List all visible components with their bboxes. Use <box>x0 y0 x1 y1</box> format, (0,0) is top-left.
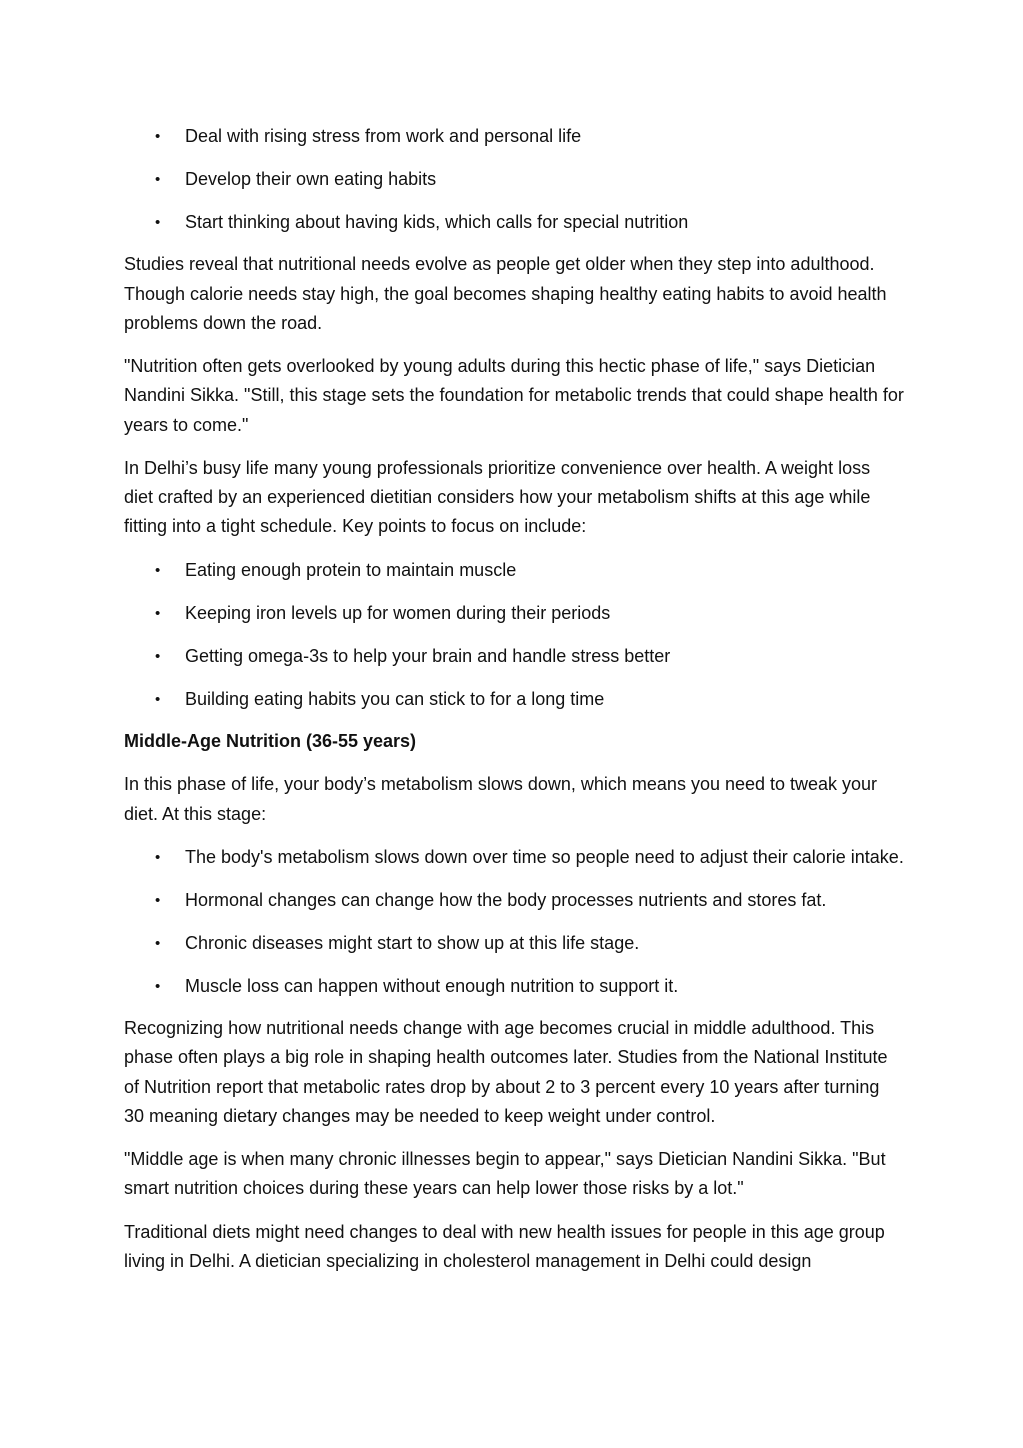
bullet-icon: • <box>155 171 161 189</box>
list-item <box>124 642 904 671</box>
paragraph-delhi-professionals: In Delhi’s busy life many young professionals prioritize convenience over health. A weight loss diet crafted by an experienced dietitian considers how your metabolism shifts at this age while fitting into a tight schedule. Key points to focus on include: <box>124 457 871 537</box>
bullet-icon: • <box>155 128 161 145</box>
list-item-text: The body's metabolism slows down over time so people need to adjust their calorie intake. <box>185 846 904 867</box>
bullet-icon: • <box>155 214 161 232</box>
list-item-text: Building eating habits you can stick to for a long time <box>185 688 605 709</box>
bullet-icon: • <box>155 647 161 665</box>
list-item-text: Chronic diseases might start to show up at this life stage. <box>185 932 640 953</box>
list-item-text: Develop their own eating habits <box>185 169 437 190</box>
list-item <box>124 208 904 237</box>
bullet-icon: • <box>155 934 161 952</box>
list-item <box>124 165 904 194</box>
bullet-list-middle-age-changes <box>124 843 904 1002</box>
bullet-list-young-adult-challenges <box>124 122 904 237</box>
list-item <box>124 685 904 714</box>
list-item <box>124 929 904 958</box>
list-item-text: Hormonal changes can change how the body processes nutrients and stores fat. <box>185 889 827 910</box>
list-item-text: Deal with rising stress from work and personal life <box>185 126 582 146</box>
list-item-text: Muscle loss can happen without enough nutrition to support it. <box>185 975 679 996</box>
bullet-icon: • <box>155 690 161 708</box>
paragraph-quote-young-adults: "Nutrition often gets overlooked by young adults during this hectic phase of life," says Dietician Nandini Sikka. "Still, this stage sets the foundation for metabolic trends that could shape health for years to come." <box>124 356 904 435</box>
section-heading-middle-age: Middle-Age Nutrition (36-55 years) <box>124 731 417 752</box>
bullet-list-key-points <box>124 556 904 715</box>
bullet-icon: • <box>155 848 161 866</box>
list-item-text: Start thinking about having kids, which calls for special nutrition <box>185 212 689 233</box>
list-item-text: Getting omega-3s to help your brain and handle stress better <box>185 645 671 666</box>
paragraph-metabolism-intro: In this phase of life, your body’s metabolism slows down, which means you need to tweak your diet. At this stage: <box>124 774 878 824</box>
list-item <box>124 599 904 628</box>
list-item <box>124 972 904 1001</box>
bullet-icon: • <box>155 891 161 909</box>
bullet-icon: • <box>155 604 161 622</box>
list-item <box>124 843 904 872</box>
list-item-text: Keeping iron levels up for women during their periods <box>185 602 611 623</box>
list-item <box>124 556 904 585</box>
paragraph-traditional-diets: Traditional diets might need changes to deal with new health issues for people in this age group living in Delhi. A dietician specializing in cholesterol management in Delhi could design <box>124 1221 885 1271</box>
bullet-icon: • <box>155 561 161 579</box>
bullet-icon: • <box>155 977 161 995</box>
paragraph-studies: Studies reveal that nutritional needs evolve as people get older when they step into adulthood. Though calorie needs stay high, the goal becomes shaping healthy eating habits to avoid health problems down the road. <box>124 254 887 334</box>
document-body <box>124 122 904 1290</box>
list-item-text: Eating enough protein to maintain muscle <box>185 559 517 580</box>
paragraph-nutritional-needs: Recognizing how nutritional needs change with age becomes crucial in middle adulthood. This phase often plays a big role in shaping health outcomes later. Studies from the National Institute of Nutrition report that metabolic rates drop by about 2 to 3 percent every 10 years after turning 30 meaning dietary changes may be needed to keep weight under control. <box>124 1018 888 1127</box>
list-item <box>124 886 904 915</box>
paragraph-quote-middle-age: "Middle age is when many chronic illnesses begin to appear," says Dietician Nandini Sikka. "But smart nutrition choices during these years can help lower those risks by a lot." <box>124 1149 886 1199</box>
list-item <box>124 122 904 151</box>
